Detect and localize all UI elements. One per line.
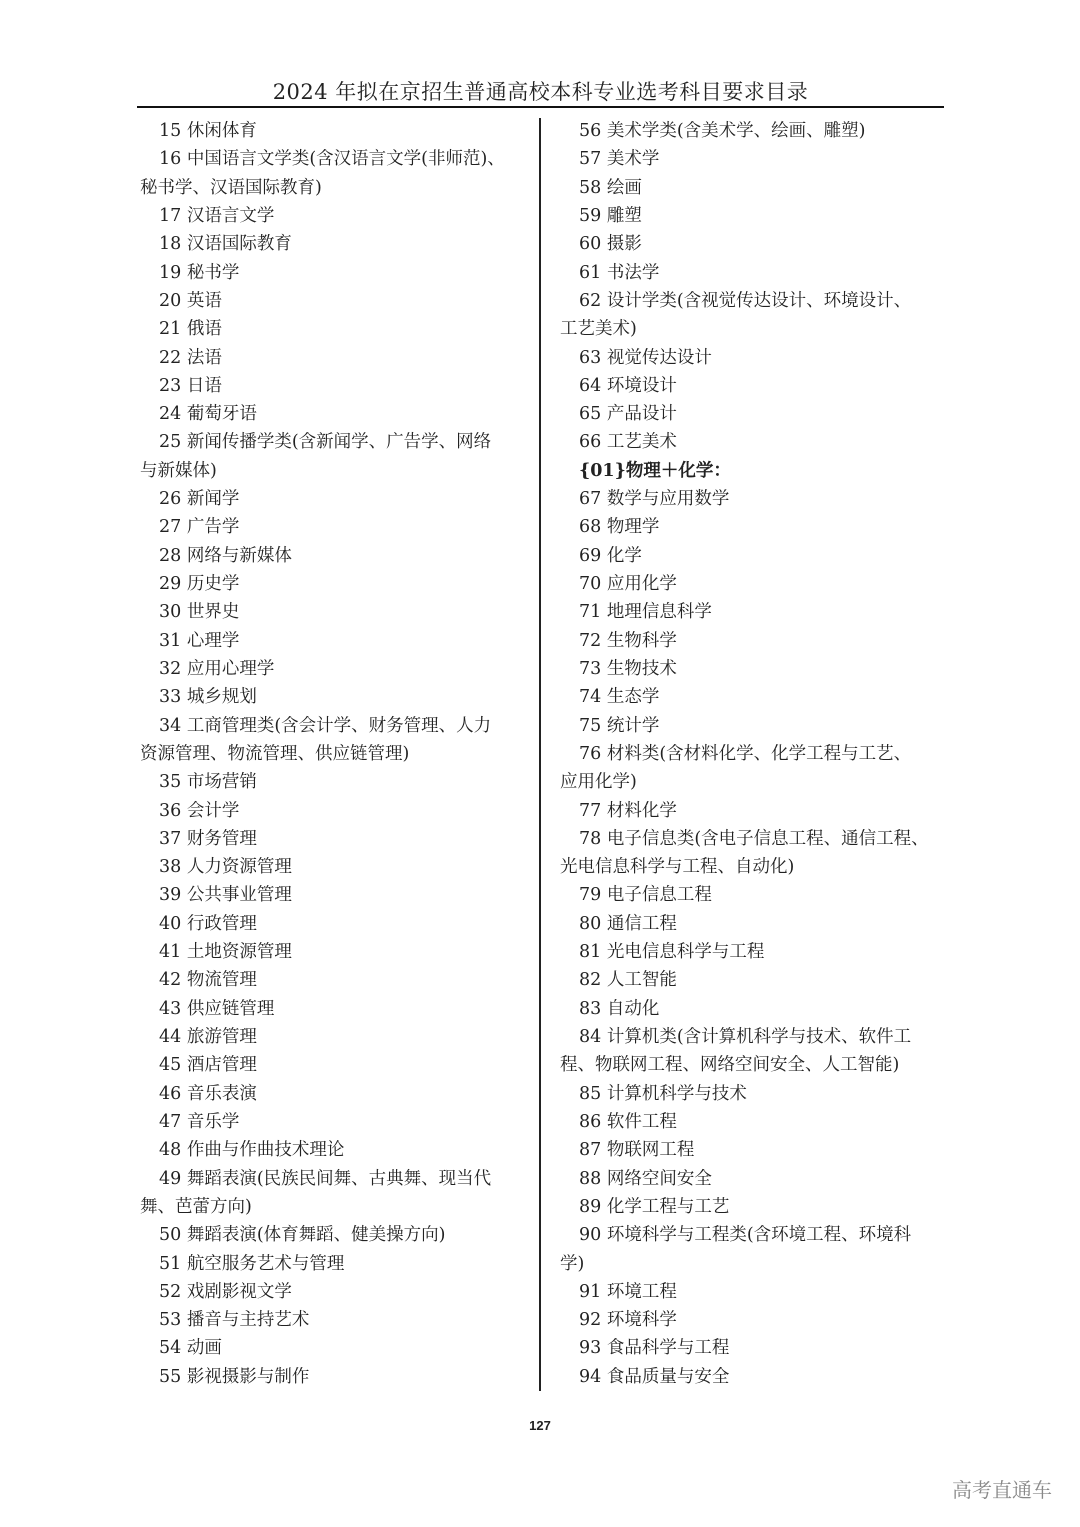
- list-item: 90 环境科学与工程类(含环境工程、环境科: [579, 1225, 912, 1246]
- list-item: 31 心理学: [159, 630, 240, 651]
- list-item: 22 法语: [159, 347, 222, 368]
- list-item: 75 统计学: [579, 715, 660, 736]
- list-item: 43 供应链管理: [159, 998, 275, 1019]
- list-item: 17 汉语言文学: [159, 205, 275, 226]
- list-item: 51 航空服务艺术与管理: [159, 1253, 345, 1274]
- left-column: [140, 117, 535, 1391]
- list-item: 55 影视摄影与制作: [159, 1366, 310, 1387]
- list-item: 86 软件工程: [579, 1111, 677, 1132]
- list-item: 63 视觉传达设计: [579, 347, 712, 368]
- list-item: 36 会计学: [159, 800, 240, 821]
- list-item: 80 通信工程: [579, 913, 677, 934]
- list-item: 48 作曲与作曲技术理论: [159, 1140, 345, 1161]
- list-item: 60 摄影: [579, 234, 642, 255]
- list-item: 69 化学: [579, 545, 642, 566]
- list-item: 光电信息科学与工程、自动化): [560, 857, 795, 878]
- page-title: 2024 年拟在京招生普通高校本科专业选考科目要求目录: [272, 80, 809, 104]
- list-item: 42 物流管理: [159, 970, 257, 991]
- list-item: 45 酒店管理: [159, 1055, 257, 1076]
- list-item: 35 市场营销: [159, 772, 257, 793]
- list-item: 20 英语: [159, 290, 222, 311]
- list-item: 85 计算机科学与技术: [579, 1083, 747, 1104]
- list-item: 29 历史学: [159, 574, 240, 594]
- list-item: 资源管理、物流管理、供应链管理): [140, 743, 410, 764]
- list-item: 41 土地资源管理: [159, 942, 292, 963]
- list-item: 工艺美术): [560, 319, 637, 340]
- list-item: 61 书法学: [579, 262, 660, 283]
- list-item: 59 雕塑: [579, 205, 642, 226]
- list-item: 66 工艺美术: [579, 432, 677, 453]
- list-item: 91 环境工程: [579, 1281, 677, 1302]
- list-item: 24 葡萄牙语: [159, 404, 257, 425]
- list-item: 93 食品科学与工程: [579, 1338, 730, 1359]
- list-item: 39 公共事业管理: [159, 885, 292, 906]
- list-item: 89 化学工程与工艺: [579, 1196, 730, 1217]
- list-item: 65 产品设计: [579, 404, 677, 425]
- list-item: 79 电子信息工程: [579, 885, 712, 906]
- list-item: 40 行政管理: [159, 913, 257, 934]
- list-item: 81 光电信息科学与工程: [579, 942, 765, 963]
- list-item: 67 数学与应用数学: [579, 489, 730, 510]
- list-item: 32 应用心理学: [159, 658, 275, 679]
- list-item: 程、物联网工程、网络空间安全、人工智能): [560, 1055, 900, 1076]
- list-item: 94 食品质量与安全: [579, 1366, 730, 1387]
- list-item: 38 人力资源管理: [159, 857, 292, 878]
- list-item: 78 电子信息类(含电子信息工程、通信工程、: [579, 828, 929, 849]
- list-item: 26 新闻学: [159, 489, 240, 510]
- list-item: 28 网络与新媒体: [159, 545, 292, 566]
- list-item: 82 人工智能: [579, 970, 677, 991]
- list-item: 46 音乐表演: [159, 1083, 257, 1104]
- list-item: 30 世界史: [159, 602, 240, 623]
- page-number: 127: [529, 1418, 551, 1433]
- list-item: 87 物联网工程: [579, 1140, 695, 1161]
- list-item: 74 生态学: [579, 687, 660, 708]
- list-item: 68 物理学: [579, 517, 660, 538]
- list-item: 77 材料化学: [579, 800, 677, 821]
- list-item: 33 城乡规划: [159, 687, 257, 708]
- list-item: 19 秘书学: [159, 262, 240, 283]
- list-item: 88 网络空间安全: [579, 1168, 712, 1189]
- section-heading: {01}物理＋化学：: [579, 460, 731, 481]
- list-item: 学): [560, 1253, 585, 1274]
- column-divider: [539, 118, 541, 1391]
- list-item: 70 应用化学: [579, 574, 677, 594]
- header-rule: [137, 106, 944, 108]
- list-item: 25 新闻传播学类(含新闻学、广告学、网络: [159, 432, 492, 453]
- list-item: 52 戏剧影视文学: [159, 1281, 292, 1302]
- list-item: 73 生物技术: [579, 658, 677, 679]
- list-item: 舞、芭蕾方向): [140, 1196, 252, 1217]
- list-item: 秘书学、汉语国际教育): [140, 177, 322, 198]
- list-item: 84 计算机类(含计算机科学与技术、软件工: [579, 1027, 912, 1047]
- list-item: 50 舞蹈表演(体育舞蹈、健美操方向): [159, 1225, 446, 1246]
- list-item: 44 旅游管理: [159, 1027, 257, 1047]
- list-item: 27 广告学: [159, 517, 240, 538]
- list-item: 58 绘画: [579, 177, 642, 198]
- list-item: 57 美术学: [579, 149, 660, 170]
- list-item: 与新媒体): [140, 460, 217, 481]
- list-item: 21 俄语: [159, 319, 222, 340]
- watermark: 高考直通车: [952, 1478, 1052, 1502]
- list-item: 18 汉语国际教育: [159, 234, 292, 255]
- list-item: 47 音乐学: [159, 1111, 240, 1132]
- list-item: 34 工商管理类(含会计学、财务管理、人力: [159, 715, 492, 736]
- list-item: 56 美术学类(含美术学、绘画、雕塑): [579, 121, 866, 141]
- list-item: 92 环境科学: [579, 1310, 677, 1331]
- list-item: 54 动画: [159, 1338, 222, 1359]
- list-item: 64 环境设计: [579, 375, 677, 396]
- list-item: 62 设计学类(含视觉传达设计、环境设计、: [579, 290, 912, 311]
- list-item: 15 休闲体育: [159, 121, 257, 141]
- list-item: 76 材料类(含材料化学、化学工程与工艺、: [579, 743, 912, 764]
- list-item: 83 自动化: [579, 998, 660, 1019]
- list-item: 49 舞蹈表演(民族民间舞、古典舞、现当代: [159, 1168, 492, 1189]
- right-column: [560, 117, 950, 1391]
- list-item: 53 播音与主持艺术: [159, 1310, 310, 1331]
- list-item: 72 生物科学: [579, 630, 677, 651]
- list-item: 71 地理信息科学: [579, 602, 712, 623]
- list-item: 应用化学): [560, 772, 637, 793]
- list-item: 16 中国语言文学类(含汉语言文学(非师范)、: [159, 149, 505, 170]
- list-item: 23 日语: [159, 375, 222, 396]
- list-item: 37 财务管理: [159, 828, 257, 849]
